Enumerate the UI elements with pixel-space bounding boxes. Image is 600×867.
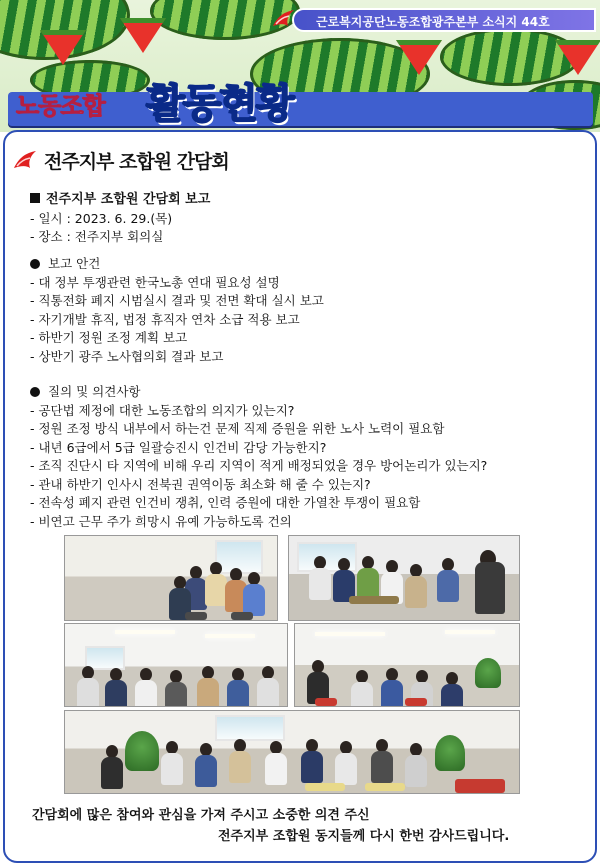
agenda-list: [30, 255, 324, 366]
circle-bullet-icon: [30, 259, 40, 269]
meeting-photo: [64, 623, 288, 707]
section-title: 전주지부 조합원 간담회: [44, 150, 229, 173]
list-item: - 상반기 광주 노사협의회 결과 보고: [30, 348, 324, 367]
meeting-photo: [64, 710, 520, 794]
footer-line-2: 전주지부 조합원 동지들께 다시 한번 감사드립니다.: [218, 829, 510, 844]
watermelon-decoration: [440, 28, 580, 86]
square-bullet-icon: [30, 193, 40, 203]
agenda-heading: 보고 안건: [30, 255, 324, 274]
meeting-photo: [294, 623, 520, 707]
report-title: 전주지부 조합원 간담회 보고: [30, 191, 210, 210]
meeting-photo: [64, 535, 278, 621]
flame-bird-icon: [270, 6, 296, 32]
header-title-small: 노동조합: [16, 92, 105, 120]
list-item: - 전속성 폐지 관련 인건비 쟁취, 인력 증원에 대한 가열찬 투쟁이 필요함: [30, 494, 487, 513]
list-item: - 내년 6급에서 5급 일괄승진시 인건비 감당 가능한지?: [30, 439, 487, 458]
list-item: - 정원 조정 방식 내부에서 하는건 문제 직제 증원을 위한 노사 노력이 필요함: [30, 420, 487, 439]
list-item: - 하반기 정원 조정 계획 보고: [30, 329, 324, 348]
flame-bird-icon: [12, 147, 38, 173]
list-item: - 자기개발 휴직, 법정 휴직자 연차 소급 적용 보고: [30, 311, 324, 330]
circle-bullet-icon: [30, 387, 40, 397]
footer-line-1: 간담회에 많은 참여와 관심을 가져 주시고 소중한 의견 주신: [32, 808, 370, 823]
list-item: - 공단법 제정에 대한 노동조합의 의지가 있는지?: [30, 402, 487, 421]
header-title-big: 활동현황: [146, 81, 293, 127]
report-info: [30, 191, 210, 247]
report-date: - 일시 : 2023. 6. 29.(목): [30, 210, 210, 229]
list-item: - 대 정부 투쟁관련 한국노총 연대 필요성 설명: [30, 274, 324, 293]
questions-heading: 질의 및 의견사항: [30, 383, 487, 402]
list-item: - 관내 하반기 인사시 전북권 권역이동 최소화 해 줄 수 있는지?: [30, 476, 487, 495]
list-item: - 비연고 근무 주가 희망시 유예 가능하도록 건의: [30, 513, 487, 532]
section-heading: [12, 145, 229, 175]
newsletter-badge: 근로복지공단노동조합광주본부 소식지 44호: [292, 8, 596, 32]
meeting-photo: [288, 535, 520, 621]
header-banner: [0, 0, 600, 132]
questions-list: [30, 383, 487, 531]
list-item: - 조직 진단시 타 지역에 비해 우리 지역이 적게 배정되었을 경우 방어논리가 있는지?: [30, 457, 487, 476]
report-place: - 장소 : 전주지부 회의실: [30, 228, 210, 247]
list-item: - 직통전화 폐지 시범실시 결과 및 전면 확대 실시 보고: [30, 292, 324, 311]
